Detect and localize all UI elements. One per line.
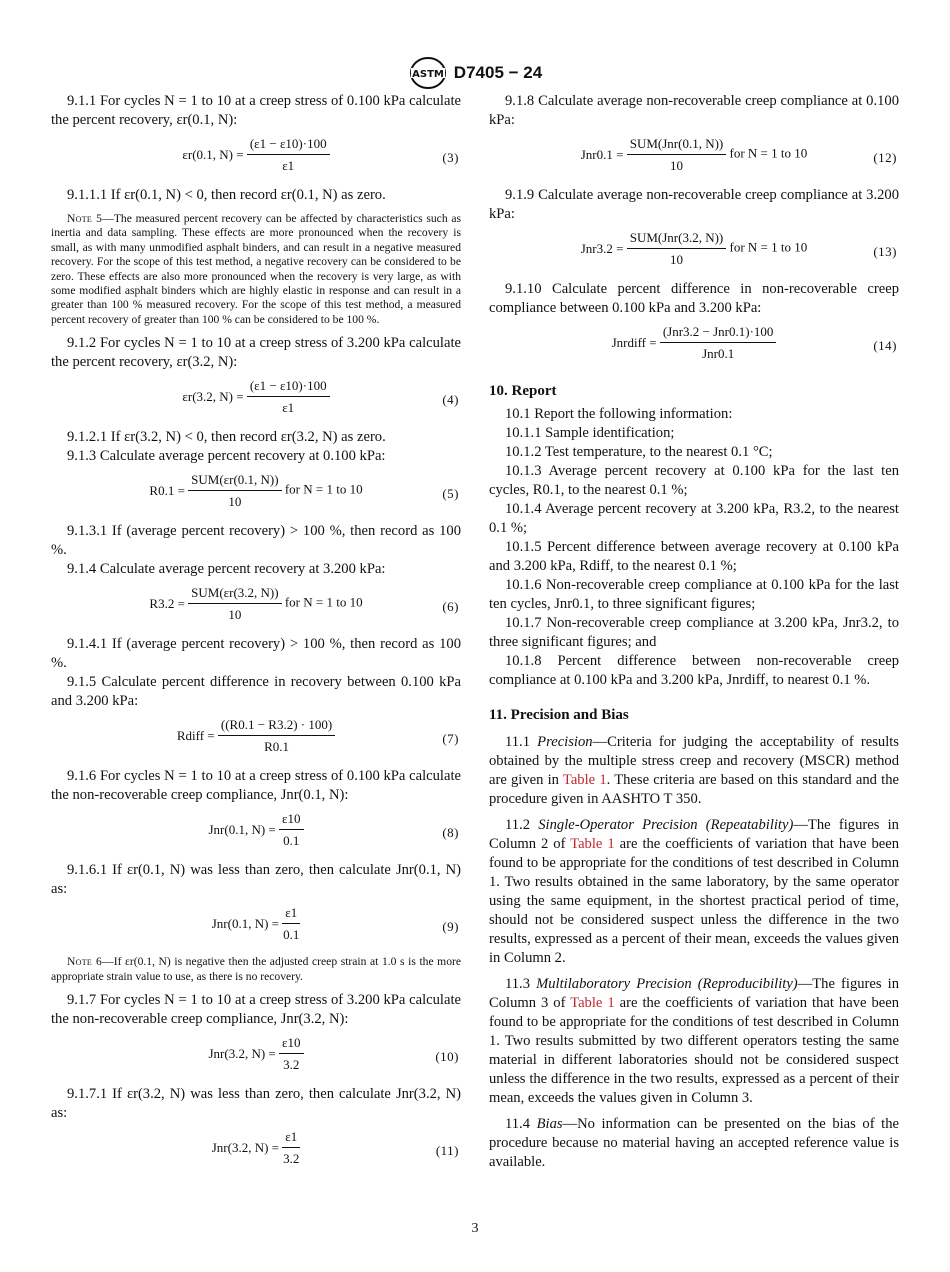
svg-text:ASTM: ASTM xyxy=(411,69,444,80)
para-10-1-8: 10.1.8 Percent difference between non-recoverable creep compliance at 0.100 kPa and 3.200 kPa, Jnrdiff, to nearest 0.1 %. xyxy=(489,653,899,688)
equation-number: (13) xyxy=(873,244,897,259)
section-11-heading: 11. Precision and Bias xyxy=(489,707,629,723)
right-column xyxy=(489,92,899,1172)
equation-number: (4) xyxy=(442,392,459,408)
para-10-1-6: 10.1.6 Non-recoverable creep compliance at 0.100 kPa for the last ten cycles, Jnr0.1, to three significant figures; xyxy=(489,577,899,612)
equation-6: R3.2 = $\frac{\text{SUM(εr(3.2, N))}}{10}$ for N = 1 to 10 (6) xyxy=(149,585,459,623)
para-10-1-4: 10.1.4 Average percent recovery at 3.200 kPa, R3.2, to the nearest 0.1 %; xyxy=(489,501,899,536)
page-header xyxy=(0,56,950,90)
para-9-1-5: 9.1.5 Calculate percent difference in recovery between 0.100 kPa and 3.200 kPa: xyxy=(51,674,461,710)
para-9-1-1-1: 9.1.1.1 If εr(0.1, N) < 0, then record εr(0.1, N) as zero. xyxy=(67,187,386,203)
para-9-1-7-1: 9.1.7.1 If εr(3.2, N) was less than zero, then calculate Jnr(3.2, N) as: xyxy=(51,1086,461,1122)
para-9-1-7: 9.1.7 For cycles N = 1 to 10 at a creep stress of 3.200 kPa calculate the non-recoverable creep compliance, Jnr(3.2, N): xyxy=(51,992,461,1028)
table-1-link[interactable]: Table 1 xyxy=(562,772,607,788)
para-10-1-5: 10.1.5 Percent difference between average recovery at 0.100 kPa and 3.200 kPa, Rdiff, to the nearest 0.1 %; xyxy=(489,539,899,574)
equation-4: εr(3.2, N) = $\frac{(\varepsilon 1 - \varepsilon 10)\cdot 100}{\varepsilon 1}$ (4) xyxy=(182,378,459,416)
para-10-1-2: 10.1.2 Test temperature, to the nearest 0.1 °C; xyxy=(505,444,773,460)
equation-number: (9) xyxy=(442,919,459,935)
table-1-link[interactable]: Table 1 xyxy=(570,995,615,1011)
para-9-1-2: 9.1.2 For cycles N = 1 to 10 at a creep stress of 3.200 kPa calculate the percent recovery, εr(3.2, N): xyxy=(51,335,461,371)
para-9-1-4: 9.1.4 Calculate average percent recovery at 3.200 kPa: xyxy=(67,561,386,578)
equation-number: (5) xyxy=(442,486,459,502)
document-id: D7405 − 24 xyxy=(453,63,543,82)
equation-number: (14) xyxy=(873,338,897,353)
equation-number: (7) xyxy=(442,731,459,747)
para-9-1-8: 9.1.8 Calculate average non-recoverable creep compliance at 0.100 kPa: xyxy=(489,93,899,128)
para-10-1-7: 10.1.7 Non-recoverable creep compliance at 3.200 kPa, Jnr3.2, to three significant figures; and xyxy=(489,615,899,650)
para-9-1-3-1: 9.1.3.1 If (average percent recovery) > 100 %, then record as 100 %. xyxy=(51,523,461,559)
equation-number: (8) xyxy=(442,825,459,841)
equation-number: (11) xyxy=(435,1143,459,1159)
equation-11: Jnr(3.2, N) = $\frac{\varepsilon 1}{3.2}$ (11) xyxy=(211,1129,459,1167)
equation-9: Jnr(0.1, N) = $\frac{\varepsilon 1}{0.1}$ (9) xyxy=(211,905,459,943)
page-number: 3 xyxy=(471,1221,479,1236)
equation-3: εr(0.1, N) = $\frac{(\varepsilon 1 - \varepsilon 10)\cdot 100}{\varepsilon 1}$ (3) xyxy=(182,136,459,173)
para-10-1-3: 10.1.3 Average percent recovery at 0.100 kPa for the last ten cycles, R0.1, to the nearest 0.1 %; xyxy=(489,463,899,498)
note-6: Note 6—If εr(0.1, N) is negative then the adjusted creep strain at 1.0 s is the more appropriate strain value to use, as there is no recovery. xyxy=(51,955,462,983)
para-10-1-1: 10.1.1 Sample identification; xyxy=(505,425,675,441)
equation-number: (12) xyxy=(873,150,897,165)
para-9-1-4-1: 9.1.4.1 If (average percent recovery) > 100 %, then record as 100 %. xyxy=(51,636,461,672)
para-11-1: 11.1 Precision—Criteria for judging the acceptability of results obtained by the multiple stress creep and recovery (MSCR) method are given in Table 1. These criteria are based on this standard and the procedure given in AASHTO T 350. xyxy=(489,734,899,807)
equation-number: (3) xyxy=(442,150,459,165)
para-9-1-3: 9.1.3 Calculate average percent recovery at 0.100 kPa: xyxy=(67,448,386,465)
equation-7: Rdiff = $\frac{((R0.1 - R3.2) \cdot 100)}{R0.1}$ (7) xyxy=(176,717,459,755)
equation-number: (10) xyxy=(435,1049,459,1065)
para-10-1: 10.1 Report the following information: xyxy=(505,406,733,422)
para-9-1-9: 9.1.9 Calculate average non-recoverable creep compliance at 3.200 kPa: xyxy=(489,187,899,222)
equation-12: Jnr0.1 = $\frac{\text{SUM(Jnr(0.1, N))}}{10}$ for N = 1 to 10 (12) xyxy=(580,136,897,173)
equation-13: Jnr3.2 = $\frac{\text{SUM(Jnr(3.2, N))}}{10}$ for N = 1 to 10 (13) xyxy=(580,230,897,267)
para-11-4: 11.4 Bias—No information can be presented on the bias of the procedure because no material having an accepted reference value is available. xyxy=(489,1116,899,1170)
equation-5: R0.1 = $\frac{\text{SUM(εr(0.1, N))}}{10}$ for N = 1 to 10 (5) xyxy=(149,472,459,510)
para-11-3: 11.3 Multilaboratory Precision (Reproducibility)—The figures in Column 3 of Table 1 are the coefficients of variation that have been found to be appropriate for the conditions of test described in Column 1. Two results submitted by two different operators testing the same material in different laboratories should not be considered suspect unless the difference in the two results, expressed as a percent of their mean, exceeds the values given in Column 3. xyxy=(489,976,899,1106)
left-column xyxy=(51,92,461,1179)
astm-logo-icon xyxy=(408,56,448,90)
equation-number: (6) xyxy=(442,599,459,615)
para-9-1-6-1: 9.1.6.1 If εr(0.1, N) was less than zero, then calculate Jnr(0.1, N) as: xyxy=(51,862,461,898)
equation-8: Jnr(0.1, N) = $\frac{\varepsilon 10}{0.1}$ (8) xyxy=(208,811,459,849)
equation-10: Jnr(3.2, N) = $\frac{\varepsilon 10}{3.2}$ (10) xyxy=(208,1035,459,1073)
para-9-1-2-1: 9.1.2.1 If εr(3.2, N) < 0, then record εr(3.2, N) as zero. xyxy=(67,429,386,446)
equation-14: Jnrdiff = $\frac{\text{(Jnr3.2 − Jnr0.1)·100}}{\text{Jnr0.1}}$ (14) xyxy=(611,324,897,361)
para-9-1-6: 9.1.6 For cycles N = 1 to 10 at a creep stress of 0.100 kPa calculate the non-recoverable creep compliance, Jnr(0.1, N): xyxy=(51,768,461,804)
para-9-1-10: 9.1.10 Calculate percent difference in non-recoverable creep compliance between 0.100 kPa and 3.200 kPa: xyxy=(489,281,899,316)
table-1-link[interactable]: Table 1 xyxy=(570,836,615,852)
section-10-heading: 10. Report xyxy=(489,383,557,399)
note-5: Note 5—The measured percent recovery can be affected by characteristics such as inertia and data sampling. These effects are more pronounced when the recovery is small, as with many unmodified asphalt binders, and can result in a negative measured recovery. For the scope of this test method, a negative recovery can be considered to be zero. These effects are also more pronounced when the recovery is very large, as with some modified asphalt binders which are highly elastic in response and can result in a greater than 100 % measured recovery. For the scope of this test method, a measured percent recovery of greater than 100 % can be considered to be 100 %. xyxy=(51,212,461,326)
para-11-2: 11.2 Single-Operator Precision (Repeatability)—The figures in Column 2 of Table 1 are the coefficients of variation that have been found to be appropriate for the conditions of test described in Column 1. Two results obtained in the same laboratory, by the same operator using the same equipment, in the shortest practical period of time, should not be considered suspect unless the difference in the two results, expressed as a percent of their mean, exceeds the values given in Column 2. xyxy=(489,817,899,966)
para-9-1-1: 9.1.1 For cycles N = 1 to 10 at a creep stress of 0.100 kPa calculate the percent recovery, εr(0.1, N): xyxy=(51,93,461,128)
